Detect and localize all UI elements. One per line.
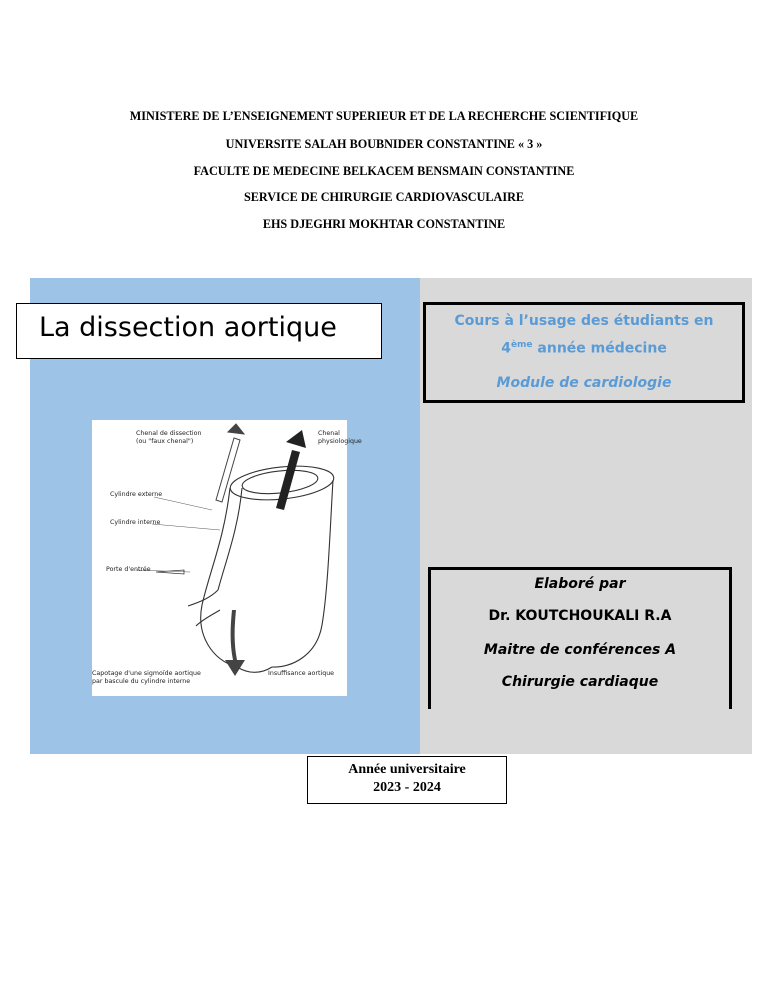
ministry-line: MINISTERE DE L’ENSEIGNEMENT SUPERIEUR ET DE LA RECHERCHE SCIENTIFIQUE bbox=[129, 109, 639, 123]
hospital-line: EHS DJEGHRI MOKHTAR CONSTANTINE bbox=[262, 217, 506, 231]
year-suffix: ème bbox=[510, 340, 533, 350]
label-dissection-channel: Chenal de dissection (ou "faux chenal") bbox=[136, 430, 202, 445]
author-box bbox=[428, 567, 732, 709]
university-line: UNIVERSITE SALAH BOUBNIDER CONSTANTINE « 3 » bbox=[225, 137, 543, 151]
diagram-illustration-icon bbox=[92, 420, 347, 696]
aortic-dissection-diagram bbox=[92, 420, 362, 696]
label-physiologic-channel: Chenal physiologique bbox=[318, 430, 362, 445]
academic-year-label: Année universitaire bbox=[348, 762, 466, 777]
title-box bbox=[16, 303, 382, 359]
label-entry-gate: Porte d'entrée bbox=[106, 566, 151, 573]
author-prepared-by: Elaboré par bbox=[534, 576, 626, 592]
author-rank: Maitre de conférences A bbox=[483, 642, 677, 658]
course-line-1: Cours à l’usage des étudiants en bbox=[454, 313, 714, 329]
label-external-cylinder: Cylindre externe bbox=[110, 491, 163, 498]
academic-year-value: 2023 - 2024 bbox=[373, 780, 441, 795]
author-name: Dr. KOUTCHOUKALI R.A bbox=[488, 608, 672, 624]
service-line: SERVICE DE CHIRURGIE CARDIOVASCULAIRE bbox=[243, 190, 525, 204]
year-number: 4 bbox=[501, 340, 511, 357]
course-line-2 bbox=[426, 340, 742, 357]
label-internal-cylinder: Cylindre interne bbox=[110, 519, 161, 526]
academic-year-box bbox=[307, 756, 507, 804]
document-title: La dissection aortique bbox=[39, 312, 337, 343]
faculty-line: FACULTE DE MEDECINE BELKACEM BENSMAIN CONSTANTINE bbox=[193, 164, 575, 178]
label-capotage: Capotage d'une sigmoïde aortique par bascule du cylindre interne bbox=[92, 670, 201, 685]
course-module: Module de cardiologie bbox=[496, 375, 672, 391]
author-specialty: Chirurgie cardiaque bbox=[501, 674, 659, 690]
course-info-box bbox=[423, 302, 745, 403]
label-aortic-insufficiency: Insuffisance aortique bbox=[268, 670, 335, 677]
year-rest: année médecine bbox=[532, 340, 667, 357]
